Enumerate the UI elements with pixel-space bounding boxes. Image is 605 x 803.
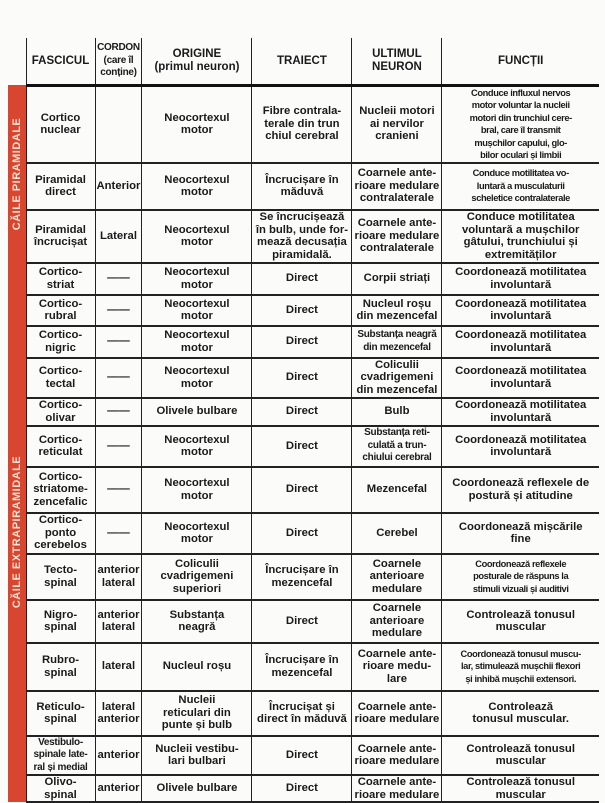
cell-fascicul: Rubro- spinal bbox=[26, 643, 95, 691]
cell-origine: Nucleii vestibu- lari bulbari bbox=[142, 736, 252, 776]
cell-ultimul-neuron: Coarnele ante- rioare medulare bbox=[352, 775, 442, 802]
cell-fascicul: Cortico- tectal bbox=[26, 358, 95, 398]
cell-origine: Olivele bulbare bbox=[142, 398, 252, 426]
cell-functii: Coordonează mișcările fine bbox=[442, 513, 599, 554]
cell-traiect: Încrucișat și direct în măduvă bbox=[252, 691, 352, 736]
cell-functii: Coordonează motilitatea involuntară bbox=[442, 263, 599, 295]
cell-traiect: Fibre contrala- terale din trun chiul cerebral bbox=[252, 85, 352, 163]
cell-ultimul-neuron: Nucleul roșu din mezencefal bbox=[352, 295, 442, 326]
cell-fascicul: Vestibulo- spinale late- ral și medial bbox=[26, 736, 95, 776]
cell-fascicul: Cortico- nigric bbox=[26, 326, 95, 358]
column-header-traiect: TRAIECT bbox=[252, 38, 352, 85]
cell-origine: Olivele bulbare bbox=[142, 775, 252, 802]
header-spacer bbox=[8, 38, 26, 85]
table-row bbox=[8, 600, 599, 643]
cell-origine: Neocortexul motor bbox=[142, 426, 252, 467]
cell-functii: Coordonează motilitatea involuntară bbox=[442, 326, 599, 358]
cell-ultimul-neuron: Coarnele ante- rioare medu- lare bbox=[352, 643, 442, 691]
cell-fascicul: Tecto- spinal bbox=[26, 554, 95, 600]
cell-cordon: —— bbox=[95, 467, 142, 513]
cell-ultimul-neuron: Cerebel bbox=[352, 513, 442, 554]
group-label: CĂILE PIRAMIDALE bbox=[10, 117, 23, 230]
cell-ultimul-neuron: Coarnele ante- rioare medulare contralaterale bbox=[352, 210, 442, 263]
cell-fascicul: Olivo- spinal bbox=[26, 775, 95, 802]
cell-origine: Neocortexul motor bbox=[142, 263, 252, 295]
header-row bbox=[8, 38, 599, 85]
cell-cordon: anterior lateral bbox=[95, 600, 142, 643]
cell-cordon: —— bbox=[95, 295, 142, 326]
cell-ultimul-neuron: Corpii striați bbox=[352, 263, 442, 295]
cell-ultimul-neuron: Coarnele anterioare medulare bbox=[352, 600, 442, 643]
cell-functii: Conduce influxul nervos motor voluntar la nucleii motori din trunchiul cere- bral, care îl transmit mușchilor capului, glo- bilor oculari și limbii bbox=[442, 85, 599, 163]
table-row bbox=[8, 467, 599, 513]
cell-traiect: Încrucișare în mezencefal bbox=[252, 554, 352, 600]
cell-fascicul: Nigro- spinal bbox=[26, 600, 95, 643]
motor-pathways-table bbox=[8, 38, 599, 803]
cell-fascicul: Cortico- reticulat bbox=[26, 426, 95, 467]
table-row bbox=[8, 85, 599, 163]
cell-traiect: Direct bbox=[252, 600, 352, 643]
table-row bbox=[8, 398, 599, 426]
cell-fascicul: Cortico- olivar bbox=[26, 398, 95, 426]
cell-cordon: —— bbox=[95, 263, 142, 295]
cell-origine: Nucleul roșu bbox=[142, 643, 252, 691]
table-row bbox=[8, 263, 599, 295]
cell-fascicul: Cortico- striatome- zencefalic bbox=[26, 467, 95, 513]
cell-functii: Coordonează tonusul muscu- lar, stimulează mușchii flexori și inhibă mușchii extensori. bbox=[442, 643, 599, 691]
cell-traiect: Direct bbox=[252, 467, 352, 513]
cell-traiect: Direct bbox=[252, 326, 352, 358]
cell-ultimul-neuron: Nucleii motori ai nervilor cranieni bbox=[352, 85, 442, 163]
cell-functii: Coordonează reflexele posturale de răspuns la stimuli vizuali și auditivi bbox=[442, 554, 599, 600]
table-row bbox=[8, 326, 599, 358]
table-row bbox=[8, 210, 599, 263]
cell-ultimul-neuron: Bulb bbox=[352, 398, 442, 426]
cell-functii: Coordonează motilitatea involuntară bbox=[442, 398, 599, 426]
cell-functii: Controlează tonusul muscular bbox=[442, 736, 599, 776]
cell-origine: Coliculii cvadrigemeni superiori bbox=[142, 554, 252, 600]
document-page bbox=[8, 38, 599, 803]
cell-traiect: Direct bbox=[252, 295, 352, 326]
cell-origine: Neocortexul motor bbox=[142, 513, 252, 554]
cell-cordon: —— bbox=[95, 426, 142, 467]
table-row bbox=[8, 691, 599, 736]
cell-traiect: Direct bbox=[252, 263, 352, 295]
cell-functii: Conduce motilitatea vo- luntară a musculaturii scheletice contralaterale bbox=[442, 163, 599, 210]
cell-cordon: —— bbox=[95, 358, 142, 398]
column-header-cordon: CORDON (care îl conține) bbox=[95, 38, 142, 85]
cell-ultimul-neuron: Coliculii cvadrigemeni din mezencefal bbox=[352, 358, 442, 398]
table-row bbox=[8, 554, 599, 600]
group-band-0 bbox=[8, 85, 26, 263]
cell-origine: Neocortexul motor bbox=[142, 295, 252, 326]
cell-fascicul: Cortico- ponto cerebelos bbox=[26, 513, 95, 554]
group-band-1 bbox=[8, 263, 26, 803]
cell-traiect: Se încrucișează în bulb, unde for- mează decusația piramidală. bbox=[252, 210, 352, 263]
cell-traiect: Direct bbox=[252, 426, 352, 467]
cell-fascicul: Cortico- rubral bbox=[26, 295, 95, 326]
cell-functii: Controlează tonusul muscular bbox=[442, 775, 599, 802]
cell-ultimul-neuron: Mezencefal bbox=[352, 467, 442, 513]
cell-traiect: Încrucișare în măduvă bbox=[252, 163, 352, 210]
cell-origine: Substanța neagră bbox=[142, 600, 252, 643]
cell-traiect: Direct bbox=[252, 775, 352, 802]
cell-origine: Neocortexul motor bbox=[142, 163, 252, 210]
table-row bbox=[8, 358, 599, 398]
cell-cordon: anterior lateral bbox=[95, 554, 142, 600]
cell-traiect: Direct bbox=[252, 398, 352, 426]
cell-cordon: anterior bbox=[95, 775, 142, 802]
cell-cordon: —— bbox=[95, 398, 142, 426]
cell-ultimul-neuron: Coarnele anterioare medulare bbox=[352, 554, 442, 600]
cell-traiect: Direct bbox=[252, 358, 352, 398]
cell-fascicul: Cortico nuclear bbox=[26, 85, 95, 163]
cell-fascicul: Piramidal încrucișat bbox=[26, 210, 95, 263]
table-row bbox=[8, 163, 599, 210]
table-row bbox=[8, 426, 599, 467]
cell-fascicul: Cortico- striat bbox=[26, 263, 95, 295]
cell-cordon bbox=[95, 85, 142, 163]
cell-fascicul: Reticulo- spinal bbox=[26, 691, 95, 736]
cell-origine: Neocortexul motor bbox=[142, 210, 252, 263]
column-header-functii: FUNCȚII bbox=[442, 38, 599, 85]
cell-cordon: Anterior bbox=[95, 163, 142, 210]
cell-origine: Neocortexul motor bbox=[142, 358, 252, 398]
cell-ultimul-neuron: Substanța reti- culată a trun- chiului cerebral bbox=[352, 426, 442, 467]
cell-functii: Controlează tonusul muscular. bbox=[442, 691, 599, 736]
cell-cordon: anterior bbox=[95, 736, 142, 776]
cell-fascicul: Piramidal direct bbox=[26, 163, 95, 210]
cell-functii: Conduce motilitatea voluntară a mușchilor gâtului, trunchiului și extremităților bbox=[442, 210, 599, 263]
cell-origine: Neocortexul motor bbox=[142, 326, 252, 358]
cell-traiect: Direct bbox=[252, 513, 352, 554]
cell-cordon: Lateral bbox=[95, 210, 142, 263]
cell-ultimul-neuron: Coarnele ante- rioare medulare bbox=[352, 691, 442, 736]
cell-origine: Nucleii reticulari din punte și bulb bbox=[142, 691, 252, 736]
cell-ultimul-neuron: Coarnele ante- rioare medulare contralaterale bbox=[352, 163, 442, 210]
table-row bbox=[8, 643, 599, 691]
cell-cordon: lateral anterior bbox=[95, 691, 142, 736]
cell-traiect: Direct bbox=[252, 736, 352, 776]
cell-origine: Neocortexul motor bbox=[142, 467, 252, 513]
cell-cordon: lateral bbox=[95, 643, 142, 691]
cell-functii: Coordonează reflexele de postură și atitudine bbox=[442, 467, 599, 513]
cell-functii: Coordonează motilitatea involuntară bbox=[442, 295, 599, 326]
cell-functii: Coordonează motilitatea involuntară bbox=[442, 426, 599, 467]
group-label: CĂILE EXTRAPIRAMIDALE bbox=[10, 456, 23, 609]
table-row bbox=[8, 295, 599, 326]
cell-ultimul-neuron: Coarnele ante- rioare medulare bbox=[352, 736, 442, 776]
table-row bbox=[8, 736, 599, 776]
cell-ultimul-neuron: Substanța neagră din mezencefal bbox=[352, 326, 442, 358]
column-header-origine: ORIGINE (primul neuron) bbox=[142, 38, 252, 85]
cell-traiect: Încrucișare în mezencefal bbox=[252, 643, 352, 691]
cell-origine: Neocortexul motor bbox=[142, 85, 252, 163]
cell-cordon: —— bbox=[95, 326, 142, 358]
column-header-ultimul-neuron: ULTIMUL NEURON bbox=[352, 38, 442, 85]
cell-functii: Coordonează motilitatea involuntară bbox=[442, 358, 599, 398]
cell-functii: Controlează tonusul muscular bbox=[442, 600, 599, 643]
column-header-fascicul: FASCICUL bbox=[26, 38, 95, 85]
cell-cordon: —— bbox=[95, 513, 142, 554]
table-row bbox=[8, 513, 599, 554]
